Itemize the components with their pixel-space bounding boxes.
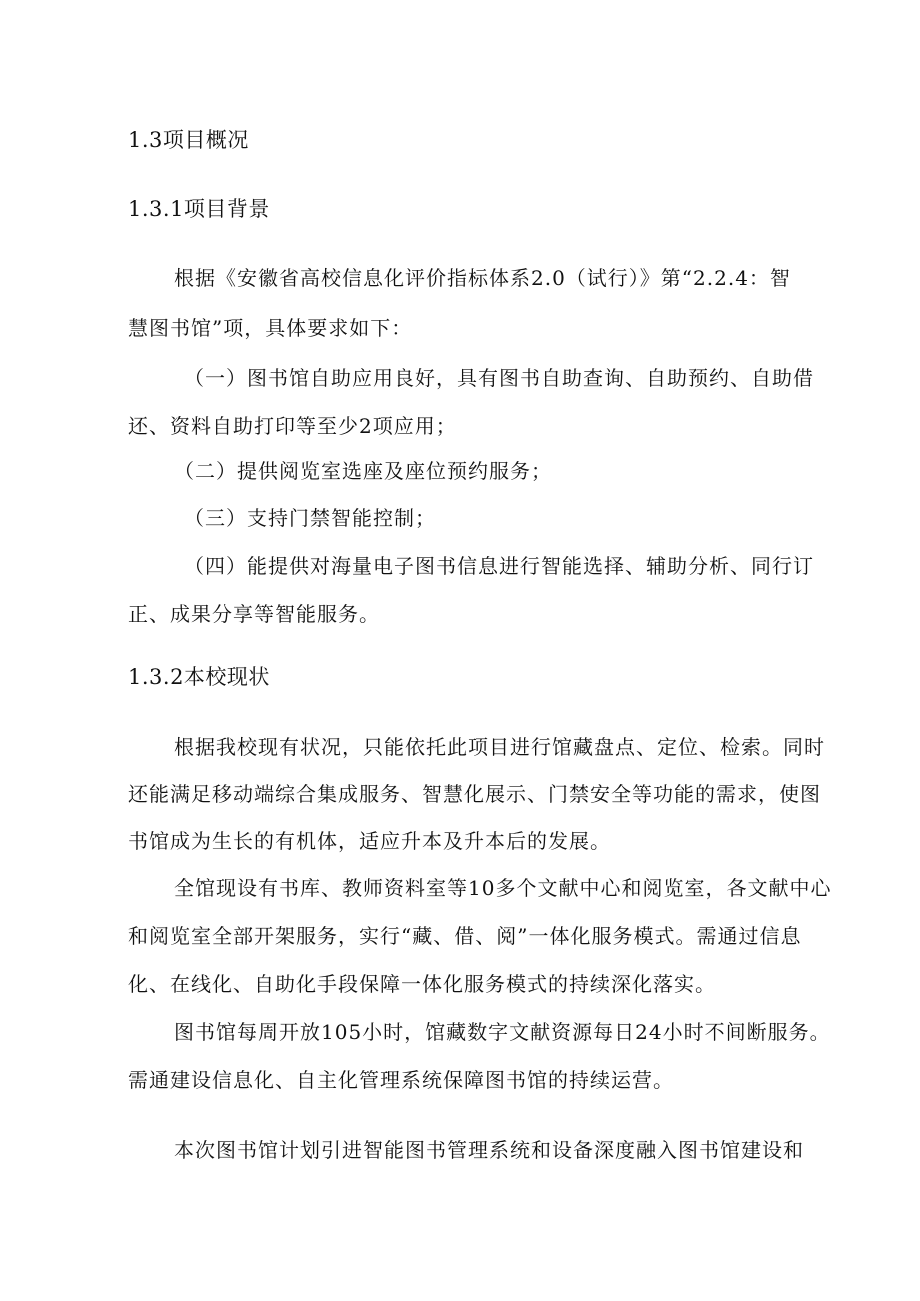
list-item-line: （三）支持门禁智能控制；: [184, 506, 436, 530]
paragraph-line: 本次图书馆计划引进智能图书管理系统和设备深度融入图书馆建设和: [174, 1138, 804, 1162]
paragraph-line: 根据我校现有状况，只能依托此项目进行馆藏盘点、定位、检索。同时: [174, 735, 825, 759]
list-item-line: 正、成果分享等智能服务。: [128, 602, 380, 626]
list-item-line: （二）提供阅览室选座及座位预约服务；: [174, 459, 552, 483]
paragraph-line: 需通建设信息化、自主化管理系统保障图书馆的持续运营。: [128, 1068, 674, 1092]
paragraph-line: 根据《安徽省高校信息化评价指标体系2.0（试行）》第“2.2.4：智: [174, 266, 791, 290]
paragraph-line: 还能满足移动端综合集成服务、智慧化展示、门禁安全等功能的需求，使图: [128, 782, 821, 806]
list-item-line: 还、资料自助打印等至少2项应用；: [128, 414, 457, 438]
section-heading-1-3: 1.3项目概况: [128, 128, 249, 152]
section-heading-1-3-1: 1.3.1项目背景: [128, 197, 270, 221]
list-item-line: （四）能提供对海量电子图书信息进行智能选择、辅助分析、同行订: [184, 554, 814, 578]
paragraph-line: 全馆现设有书库、教师资料室等10多个文献中心和阅览室，各文献中心: [174, 876, 832, 900]
paragraph-line: 化、在线化、自助化手段保障一体化服务模式的持续深化落实。: [128, 972, 716, 996]
paragraph-line: 书馆成为生长的有机体，适应升本及升本后的发展。: [128, 829, 611, 853]
section-heading-1-3-2: 1.3.2本校现状: [128, 665, 270, 689]
list-item-line: （一）图书馆自助应用良好，具有图书自助查询、自助预约、自助借: [184, 366, 814, 390]
paragraph-line: 慧图书馆”项，具体要求如下：: [128, 316, 413, 340]
paragraph-line: 和阅览室全部开架服务，实行“藏、借、阅”一体化服务模式。需通过信息: [128, 924, 802, 948]
paragraph-line: 图书馆每周开放105小时，馆藏数字文献资源每日24小时不间断服务。: [174, 1020, 831, 1044]
